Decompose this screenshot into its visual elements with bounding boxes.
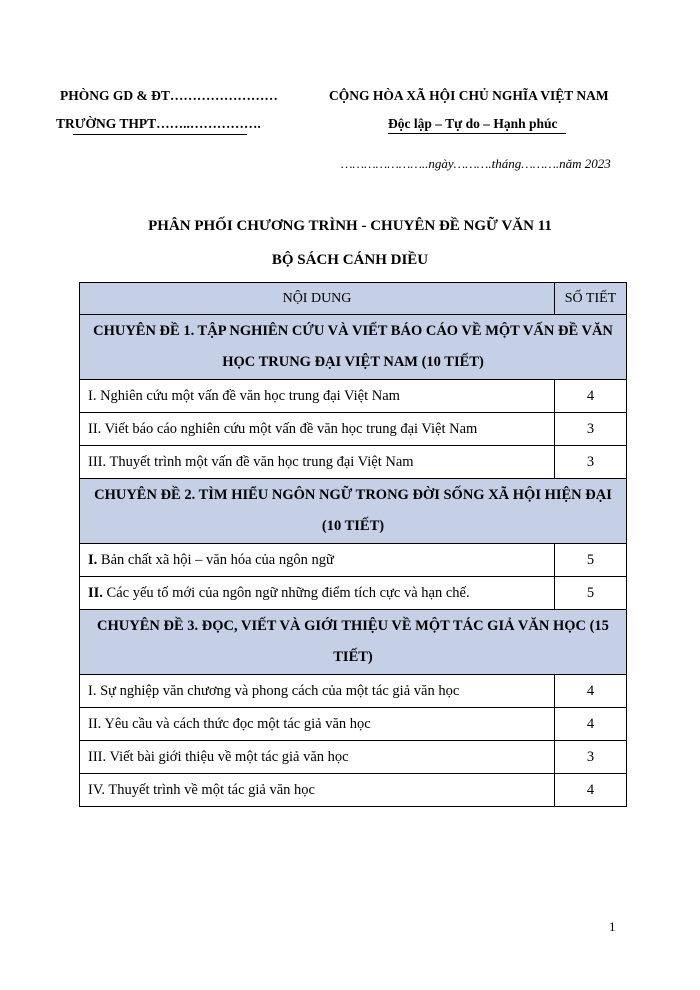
item-hours: 3 xyxy=(555,446,627,479)
topic-2-row xyxy=(80,479,627,544)
item-label xyxy=(80,544,555,577)
item-hours: 4 xyxy=(555,708,627,741)
motto-underline xyxy=(388,133,566,134)
document-title: PHÂN PHỐI CHƯƠNG TRÌNH - CHUYÊN ĐỀ NGỮ VĂN 11 xyxy=(148,218,552,234)
item-number: II. xyxy=(88,584,103,601)
national-motto: Độc lập – Tự do – Hạnh phúc xyxy=(388,116,558,131)
item-number: I. xyxy=(88,551,98,568)
topic-3-row xyxy=(80,610,627,675)
table-row xyxy=(80,708,627,741)
table-row xyxy=(80,380,627,413)
item-hours: 4 xyxy=(555,675,627,708)
department-header: PHÒNG GD & ĐT…………………… xyxy=(60,88,278,103)
topic-1-title: CHUYÊN ĐỀ 1. TẬP NGHIÊN CỨU VÀ VIẾT BÁO CÁO VỀ MỘT VẤN ĐỀ VĂN HỌC TRUNG ĐẠI VIỆT NAM (10 TIẾT) xyxy=(80,315,627,380)
school-header: TRƯỜNG THPT……..……………. xyxy=(56,116,261,131)
item-hours: 3 xyxy=(555,741,627,774)
content-column-header: NỘI DUNG xyxy=(80,283,555,315)
table-row xyxy=(80,675,627,708)
table-row xyxy=(80,577,627,610)
item-label: II. Yêu cầu và cách thức đọc một tác giả văn học xyxy=(80,708,555,741)
item-hours: 3 xyxy=(555,413,627,446)
table-header-row xyxy=(80,283,627,315)
item-text: Bản chất xã hội – văn hóa của ngôn ngữ xyxy=(97,551,334,568)
table-row xyxy=(80,544,627,577)
item-text: Các yếu tố mới của ngôn ngữ những điểm tích cực và hạn chế. xyxy=(102,584,470,601)
item-label: IV. Thuyết trình về một tác giả văn học xyxy=(80,774,555,807)
page-number: 1 xyxy=(609,919,616,934)
table-row xyxy=(80,741,627,774)
item-label: III. Viết bài giới thiệu về một tác giả văn học xyxy=(80,741,555,774)
item-label: I. Nghiên cứu một vấn đề văn học trung đại Việt Nam xyxy=(80,380,555,413)
item-label: II. Viết báo cáo nghiên cứu một vấn đề văn học trung đại Việt Nam xyxy=(80,413,555,446)
table-row xyxy=(80,446,627,479)
item-hours: 5 xyxy=(555,577,627,610)
date-line: …………………..ngày……….tháng……….năm 2023 xyxy=(341,156,611,171)
national-title: CỘNG HÒA XÃ HỘI CHỦ NGHĨA VIỆT NAM xyxy=(329,88,609,103)
table-row xyxy=(80,413,627,446)
topic-3-title: CHUYÊN ĐỀ 3. ĐỌC, VIẾT VÀ GIỚI THIỆU VỀ MỘT TÁC GIẢ VĂN HỌC (15 TIẾT) xyxy=(80,610,627,675)
item-hours: 5 xyxy=(555,544,627,577)
topic-1-row xyxy=(80,315,627,380)
hours-column-header: SỐ TIẾT xyxy=(555,283,627,315)
item-label: I. Sự nghiệp văn chương và phong cách của một tác giả văn học xyxy=(80,675,555,708)
item-label: III. Thuyết trình một vấn đề văn học trung đại Việt Nam xyxy=(80,446,555,479)
item-hours: 4 xyxy=(555,774,627,807)
curriculum-table xyxy=(79,282,627,807)
topic-2-title: CHUYÊN ĐỀ 2. TÌM HIỂU NGÔN NGỮ TRONG ĐỜI SỐNG XÃ HỘI HIỆN ĐẠI (10 TIẾT) xyxy=(80,479,627,544)
table-row xyxy=(80,774,627,807)
document-subtitle: BỘ SÁCH CÁNH DIỀU xyxy=(271,252,429,268)
left-header-underline xyxy=(73,134,247,135)
item-label xyxy=(80,577,555,610)
item-hours: 4 xyxy=(555,380,627,413)
